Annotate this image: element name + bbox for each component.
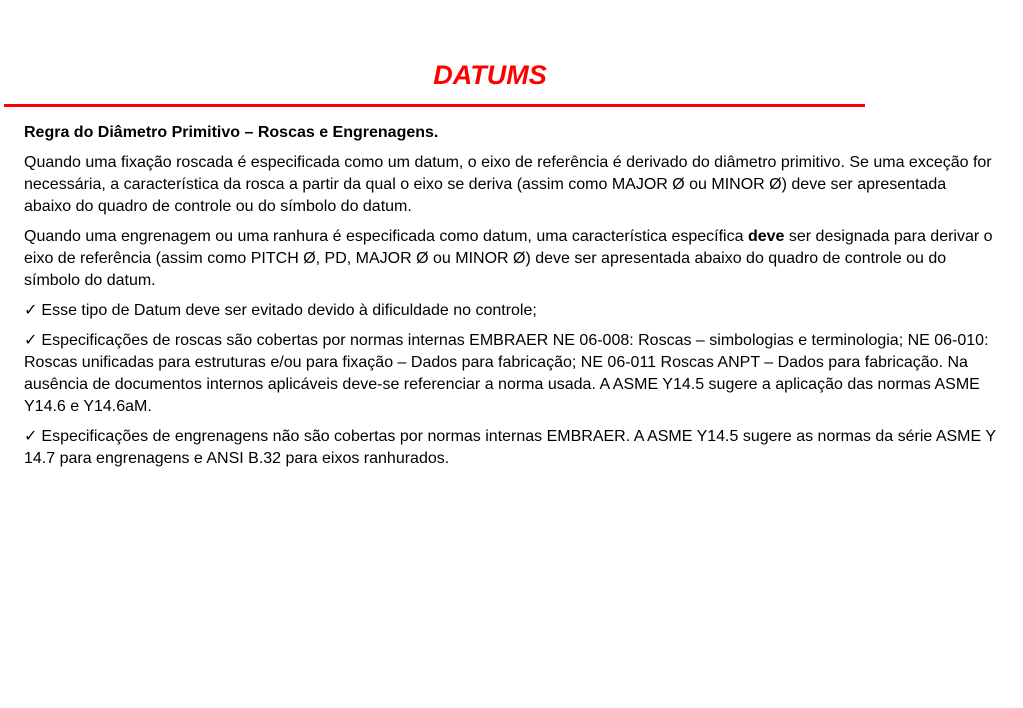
checkmark-icon: ✓: [24, 428, 38, 445]
checkmark-icon: ✓: [24, 332, 38, 349]
paragraph-gear-spline-text-1: Quando uma engrenagem ou uma ranhura é especificada como datum, uma característica específica: [24, 228, 748, 245]
bullet-text-2: Especificações de roscas são cobertas por normas internas EMBRAER NE 06-008: Roscas – simbologias e terminologia; NE 06-010: Roscas unificadas para estruturas e/ou para fixação – Dados para fabricação; NE 06-011 Roscas ANPT – Dados para fabricação. Na ausência de documentos internos aplicáveis deve-se referenciar a norma usada. A ASME Y14.5 sugere a aplicação das normas ASME Y14.6 e Y14.6aM.: [24, 332, 989, 415]
checkmark-icon: ✓: [24, 302, 38, 319]
title-divider: [4, 104, 865, 107]
paragraph-threaded-fastener: Quando uma fixação roscada é especificada como um datum, o eixo de referência é derivado do diâmetro primitivo. Se uma exceção for necessária, a característica da rosca a partir da qual o eixo se deriva (assim como MAJOR Ø ou MINOR Ø) deve ser apresentada abaixo do quadro de controle ou do símbolo do datum.: [24, 154, 992, 215]
slide-title: DATUMS: [433, 60, 547, 90]
bullet-item-3: [24, 426, 996, 470]
emphasis-deve: deve: [747, 228, 785, 245]
paragraph-gear-spline-text-2: ser designada para derivar o eixo de referência (assim como PITCH Ø, PD, MAJOR Ø ou MINOR Ø) deve ser apresentada abaixo do quadro de controle ou do símbolo do datum.: [24, 228, 993, 289]
bullet-item-1: [24, 300, 996, 322]
section-heading: Regra do Diâmetro Primitivo – Roscas e Engrenagens.: [24, 124, 439, 141]
bullet-text-3: Especificações de engrenagens não são cobertas por normas internas EMBRAER. A ASME Y14.5 sugere as normas da série ASME Y 14.7 para engrenagens e ANSI B.32 para eixos ranhurados.: [24, 428, 996, 467]
bullet-item-2: [24, 330, 996, 418]
bullet-text-1: Esse tipo de Datum deve ser evitado devido à dificuldade no controle;: [41, 302, 537, 319]
slide-content: [24, 122, 996, 478]
paragraph-gear-spline: [24, 226, 996, 292]
